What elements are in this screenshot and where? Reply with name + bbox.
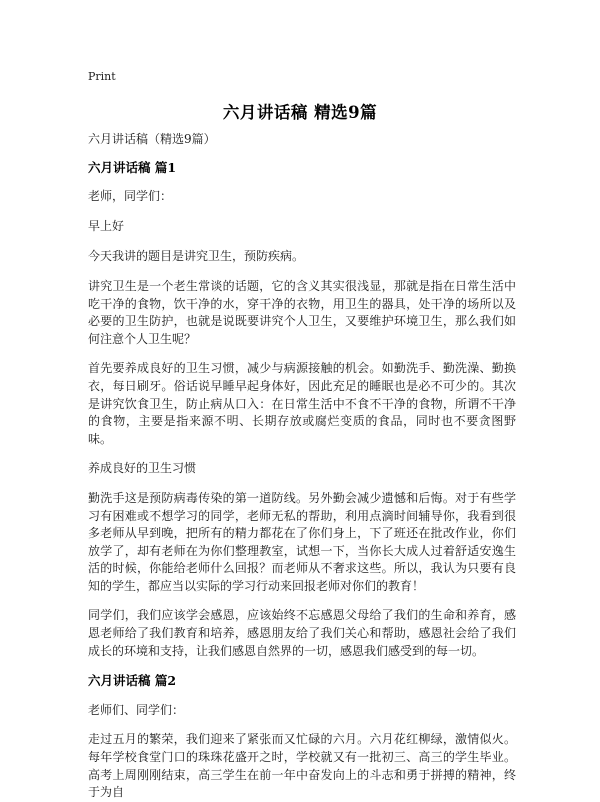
paragraph: 走过五月的繁荣，我们迎来了紧张而又忙碌的六月。六月花红柳绿，激情似火。每年学校食堂门口的珠珠花盛开之时，学校就又有一批初三、高三的学生毕业。高考上周刚刚结束，高三学生在前一年中奋发向上的斗志和勇于拼搏的精神，终于为自 (88, 732, 516, 800)
paragraph: 早上好 (88, 218, 125, 233)
paragraph: 老师，同学们： (88, 189, 173, 204)
paragraph: 养成良好的卫生习惯 (88, 461, 197, 476)
print-label[interactable]: Print (88, 70, 116, 83)
section-heading: 六月讲话稿 篇1 (88, 159, 177, 175)
paragraph: 同学们，我们应该学会感恩，应该始终不忘感恩父母给了我们的生命和养育，感恩老师给了我们教育和培养，感恩朋友给了我们关心和帮助，感恩社会给了我们成长的环境和支持，让我们感恩自然界的一切，感恩我们感受到的每一切。 (88, 608, 516, 658)
section-heading: 六月讲话稿 篇2 (88, 673, 177, 689)
paragraph: 今天我讲的题目是讲究卫生，预防疾病。 (88, 249, 305, 264)
paragraph: 勤洗手这是预防病毒传染的第一道防线。另外勤会减少遗憾和后悔。对于有些学习有困难或不想学习的同学，老师无私的帮助，利用点滴时间辅导你，我看到很多老师从早到晚，把所有的精力都花在了你们身上，下了班还在批改作业，你们放学了，却有老师在为你们整理教室，试想一下，当你长大成人过着舒适安逸生活的时候，你能给老师什么回报？而老师从不奢求这些。所以，我认为只要有良知的学生，都应当以实际的学习行动来回报老师对你们的教育！ (88, 490, 516, 593)
paragraph: 老师们、同学们： (88, 702, 185, 717)
document-body (88, 131, 516, 802)
document-title: 六月讲话稿 精选9篇 (222, 103, 378, 122)
paragraph: 首先要养成良好的卫生习惯，减少与病源接触的机会。如勤洗手、勤洗澡、勤换衣，每日刷牙。俗话说早睡早起身体好，因此充足的睡眠也是必不可少的。其次是讲究饮食卫生，防止病从口入：在日常生活中不食不干净的食物，所谓不干净的食物，主要是指来源不明、长期存放或腐烂变质的食品，同时也不要贪图野味。 (88, 361, 516, 446)
paragraph: 六月讲话稿（精选9篇） (88, 132, 216, 146)
paragraph: 讲究卫生是一个老生常谈的话题，它的含义其实很浅显，那就是指在日常生活中吃干净的食物，饮干净的水，穿干净的衣物，用卫生的器具，处干净的场所以及必要的卫生防护，也就是说既要讲究个人卫生，又要维护环境卫生，那么我们如何注意个人卫生呢？ (88, 278, 516, 346)
